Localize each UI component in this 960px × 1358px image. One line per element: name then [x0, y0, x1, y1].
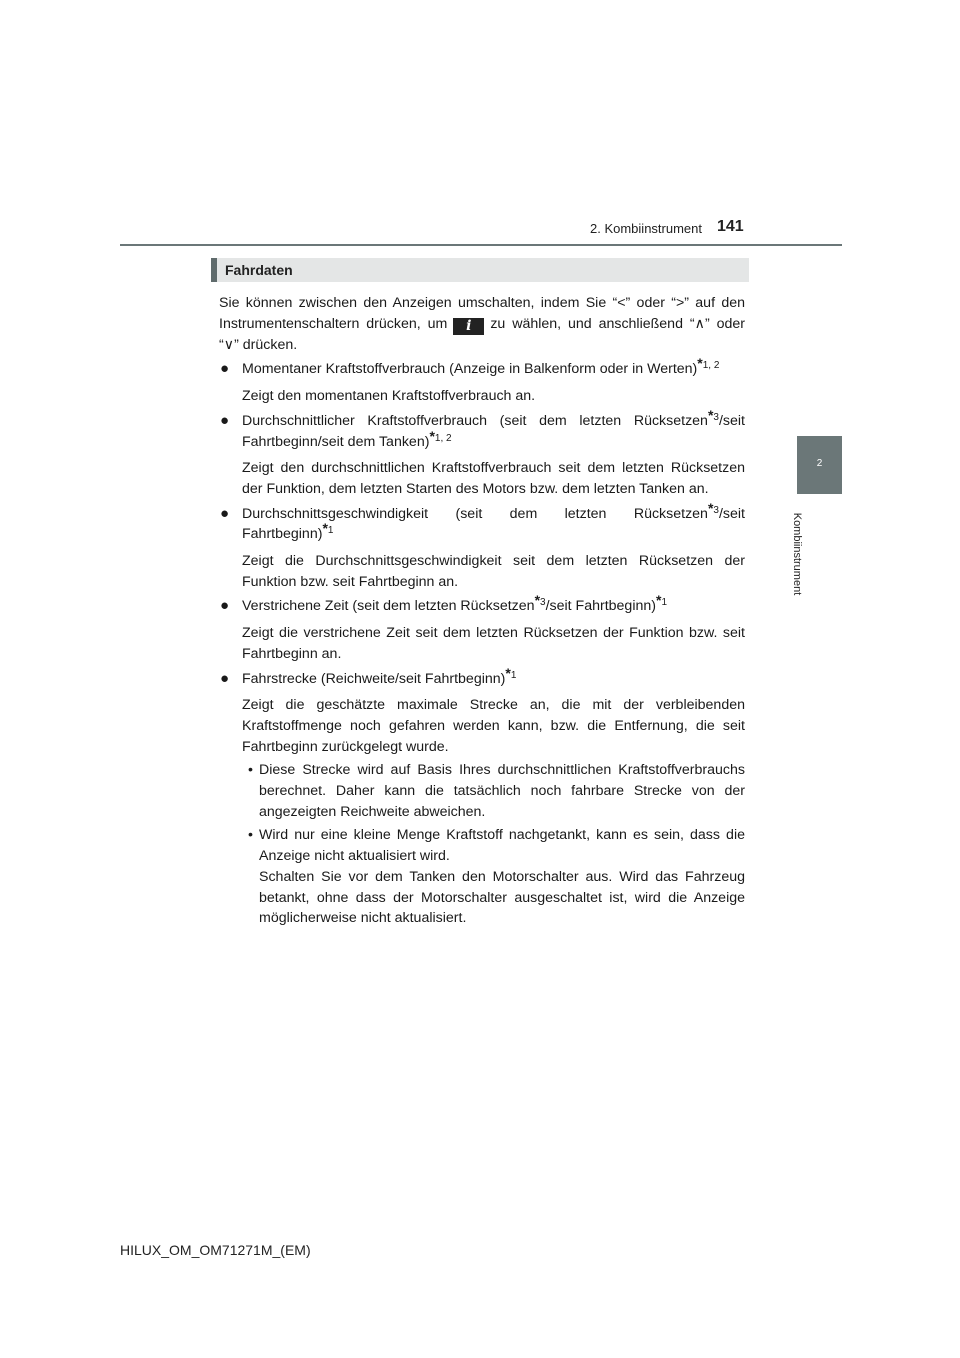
list-item [219, 355, 745, 406]
section-heading-bar [211, 258, 749, 282]
bullet-icon: ● [220, 360, 230, 378]
sub-bullet: • [248, 762, 253, 779]
item-description: Zeigt den durchschnittlichen Kraftstoffverbrauch seit dem letzten Rücksetzen der Funktion, dem letzten Starten des Motors bzw. dem letzten Tanken an. [242, 460, 745, 497]
item-title: Durchschnittsgeschwindigkeit (seit dem letzten Rücksetzen$^{*3}$/seit Fahrtbeginn)$^{*1}$ [242, 499, 745, 543]
body-text [219, 293, 745, 929]
list-item [219, 406, 745, 500]
bullet-icon: ● [220, 504, 230, 522]
chapter-tab-label: Kombiinstrument [791, 512, 803, 596]
item-title: Momentaner Kraftstoffverbrauch (Anzeige in Balkenform oder in Werten)$^{*1, 2}$ [242, 355, 720, 378]
chapter-heading: 2. Kombiinstrument [590, 221, 702, 236]
chapter-tab [797, 436, 842, 494]
bullet-icon: ● [220, 597, 230, 615]
bullet-icon: ● [220, 669, 230, 687]
item-description: Zeigt die Durchschnittsgeschwindigkeit seit dem letzten Rücksetzen der Funktion bzw. seit Fahrtbeginn an. [242, 553, 745, 590]
bullet-icon: ● [220, 411, 230, 429]
chapter-tab-number: 2 [816, 458, 823, 469]
list-item [219, 592, 745, 664]
info-icon: i [453, 318, 484, 335]
document-code: HILUX_OM_OM71271M_(EM) [120, 1242, 311, 1258]
list-item [219, 664, 745, 929]
sub-note: Schalten Sie vor dem Tanken den Motorschalter aus. Wird das Fahrzeug betankt, ohne dass der Motorschalter ausgeschaltet ist, wird die Anzeige möglicherweise nicht aktualisiert. [259, 868, 745, 927]
item-title: Fahrstrecke (Reichweite/seit Fahrtbeginn)$^{*1}$ [242, 664, 517, 687]
item-description: Zeigt die verstrichene Zeit seit dem letzten Rücksetzen der Funktion bzw. seit Fahrtbeginn an. [242, 625, 745, 662]
intro-paragraph: Sie können zwischen den Anzeigen umschalten, indem Sie “<” oder “>” auf den Instrumentenschaltern drücken, um i zu wählen, und anschließend “∧” oder “∨” drücken. [219, 295, 745, 353]
sub-list-item: • Wird nur eine kleine Menge Kraftstoff nachgetankt, kann es sein, dass die Anzeige nicht aktualisiert wird. Schalten Sie vor dem Tanken den Motorschalter aus. Wird das Fahrzeug betankt, ohne dass der Motorschalter ausgeschaltet ist, wird die Anzeige möglicherweise nicht aktualisiert. [242, 825, 745, 929]
item-description: Zeigt die geschätzte maximale Strecke an, die mit der verbleibenden Kraftstoffmenge noch gefahren werden kann, bzw. die Entfernung, die seit Fahrtbeginn zurückgelegt wurde. [242, 697, 745, 755]
item-title: Verstrichene Zeit (seit dem letzten Rücksetzen$^{*3}$/seit Fahrtbeginn)$^{*1}$ [242, 592, 667, 615]
item-title: Durchschnittlicher Kraftstoffverbrauch (seit dem letzten Rücksetzen$^{*3}$/seit Fahrtbeginn/seit dem Tanken)$^{*1, 2}$ [242, 406, 745, 450]
page-number: 141 [717, 218, 744, 235]
sub-list-item: • Diese Strecke wird auf Basis Ihres durchschnittlichen Kraftstoffverbrauchs berechnet. Daher kann die tatsächlich noch fahrbare Strecke von der angezeigten Reichweite abweichen. [248, 762, 745, 820]
list-item [219, 499, 745, 593]
section-title: Fahrdaten [225, 262, 293, 278]
sub-bullet: • [248, 827, 253, 844]
section-accent [211, 258, 217, 282]
header-divider [120, 244, 842, 246]
item-description: Zeigt den momentanen Kraftstoffverbrauch an. [242, 388, 536, 405]
